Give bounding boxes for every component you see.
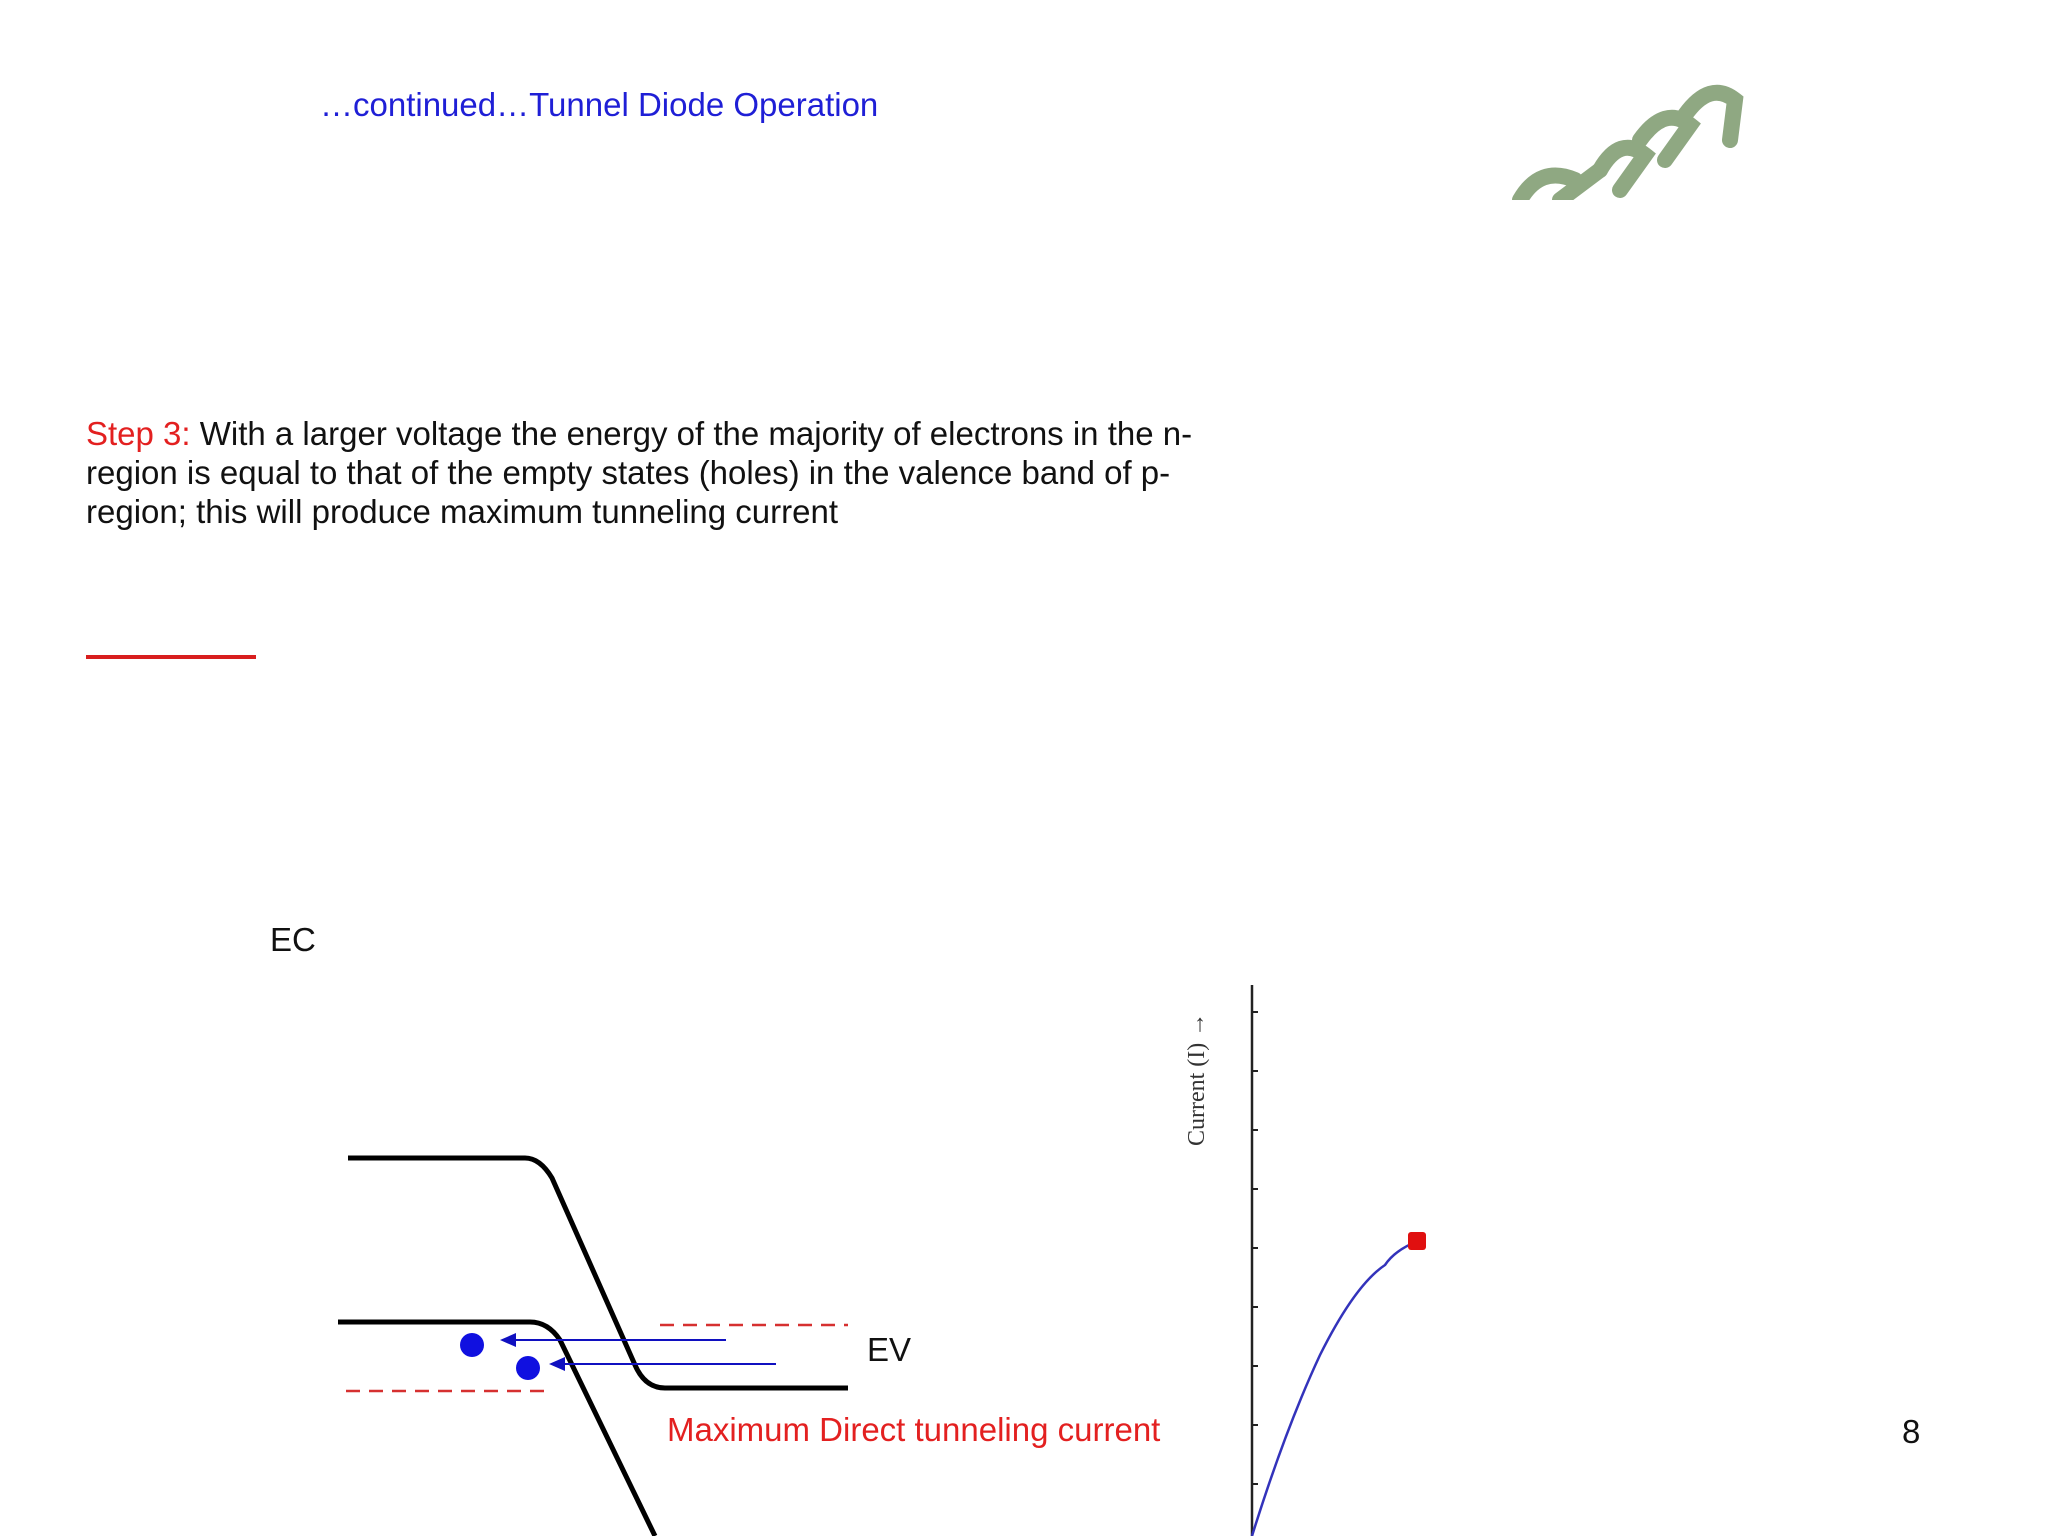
tunneling-caption: Maximum Direct tunneling current bbox=[667, 1411, 1161, 1448]
step-label: Step 3: bbox=[86, 415, 191, 452]
valence-band-curve bbox=[338, 1322, 655, 1536]
electron-dot-2 bbox=[516, 1356, 540, 1380]
watermark-logo bbox=[1500, 60, 1760, 200]
tunnel-arrowhead-1 bbox=[500, 1333, 516, 1347]
red-divider bbox=[86, 655, 256, 659]
iv-curve bbox=[1252, 1241, 1418, 1536]
y-axis-title: Current (I) → bbox=[1184, 1012, 1210, 1146]
slide-heading: …continued…Tunnel Diode Operation bbox=[320, 86, 879, 123]
ec-label: EC bbox=[270, 921, 316, 958]
step-description: With a larger voltage the energy of the majority of electrons in the n-region is equal to that of the empty states (holes) in the valence band of p-region; this will produce maximum tunneling current bbox=[86, 415, 1193, 530]
watermark-graphic bbox=[1500, 60, 1760, 200]
peak-current-marker bbox=[1408, 1232, 1426, 1250]
y-axis-ticks bbox=[1252, 1012, 1258, 1484]
tunnel-arrowhead-2 bbox=[549, 1357, 565, 1371]
conduction-band-curve bbox=[348, 1158, 848, 1388]
ev-label: EV bbox=[867, 1331, 912, 1368]
electron-dot-1 bbox=[460, 1333, 484, 1357]
page-number: 8 bbox=[1902, 1413, 1921, 1450]
step-paragraph bbox=[86, 414, 1266, 531]
